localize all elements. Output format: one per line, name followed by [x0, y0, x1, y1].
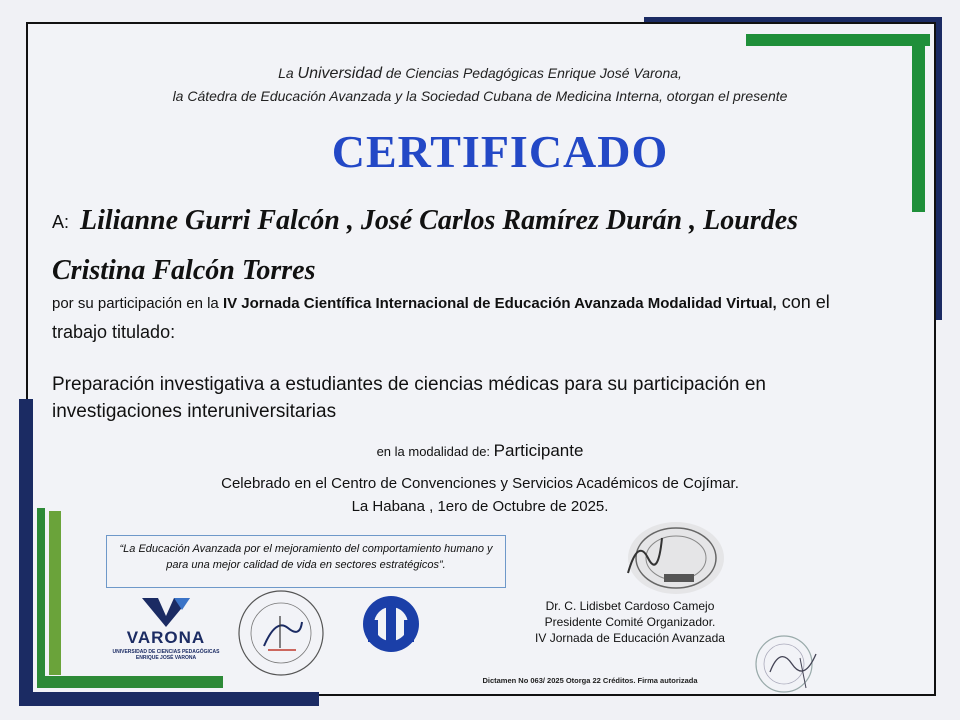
decor-bar-navy-left: [19, 399, 33, 706]
intro-line-2: la Cátedra de Educación Avanzada y la Sociedad Cubana de Medicina Interna, otorgan el presente: [172, 88, 788, 104]
signer-name: Dr. C. Lidisbet Cardoso Camejo: [545, 599, 715, 613]
venue: [160, 472, 800, 518]
decor-bar-green-left-outer: [37, 508, 45, 688]
signer-role: Presidente Comité Organizador.: [544, 615, 716, 629]
varona-v-icon: [112, 594, 220, 628]
sociedad-medicina-interna-logo-icon: [350, 594, 432, 654]
university-word: Universidad: [297, 65, 383, 82]
varona-logo-subtext: UNIVERSIDAD DE CIENCIAS PEDAGÓGICAS ENRIQUE JOSÉ VARONA: [112, 649, 220, 661]
presidente-stamp-seal-icon: [618, 518, 728, 598]
signer-block: [500, 598, 760, 646]
catedra-educacion-avanzada-logo-icon: [236, 588, 326, 678]
decor-bar-green-left-inner: [49, 511, 61, 675]
work-title: Preparación investigativa a estudiantes de ciencias médicas para su participación en investigaciones interuniversitarias: [52, 374, 766, 422]
intro-text: [60, 62, 900, 107]
decor-bar-green-bottom: [37, 676, 223, 688]
date-line: La Habana , 1ero de Octubre de 2025.: [351, 498, 609, 515]
recipient-prefix: A:: [52, 212, 70, 232]
varona-logo-text: VARONA: [126, 628, 206, 647]
decor-bar-green-right: [912, 34, 925, 212]
modality-label: en la modalidad de:: [376, 444, 494, 459]
modality: [200, 441, 760, 461]
varona-logo: [112, 594, 220, 664]
recipient-names: Lilianne Gurri Falcón , José Carlos Ramírez Durán , Lourdes Cristina Falcón Torres: [52, 205, 799, 286]
event-name: IV Jornada Científica Internacional de Educación Avanzada Modalidad Virtual,: [222, 295, 777, 312]
modality-value: Participante: [493, 441, 584, 460]
decor-bar-green-top: [746, 34, 930, 46]
intro-line-1: La Universidad de Ciencias Pedagógicas Enrique José Varona,: [278, 65, 682, 82]
participation-text: por su participación en la IV Jornada Científica Internacional de Educación Avanzada Modalidad Virtual, con el trabajo titulado:: [52, 292, 830, 342]
motto-quote: “La Educación Avanzada por el mejoramiento del comportamiento humano y para una mejor calidad de vida en sectores estratégicos”.: [106, 535, 506, 588]
signer-event: IV Jornada de Educación Avanzada: [535, 631, 725, 645]
authorized-signature-seal-icon: [750, 628, 830, 698]
venue-line: Celebrado en el Centro de Convenciones y Servicios Académicos de Cojímar.: [221, 475, 739, 492]
dictamen-footer: Dictamen No 063/ 2025 Otorga 22 Créditos. Firma autorizada: [482, 676, 698, 685]
certificate-title: CERTIFICADO: [331, 126, 669, 177]
decor-bar-navy-bottom: [19, 692, 319, 706]
